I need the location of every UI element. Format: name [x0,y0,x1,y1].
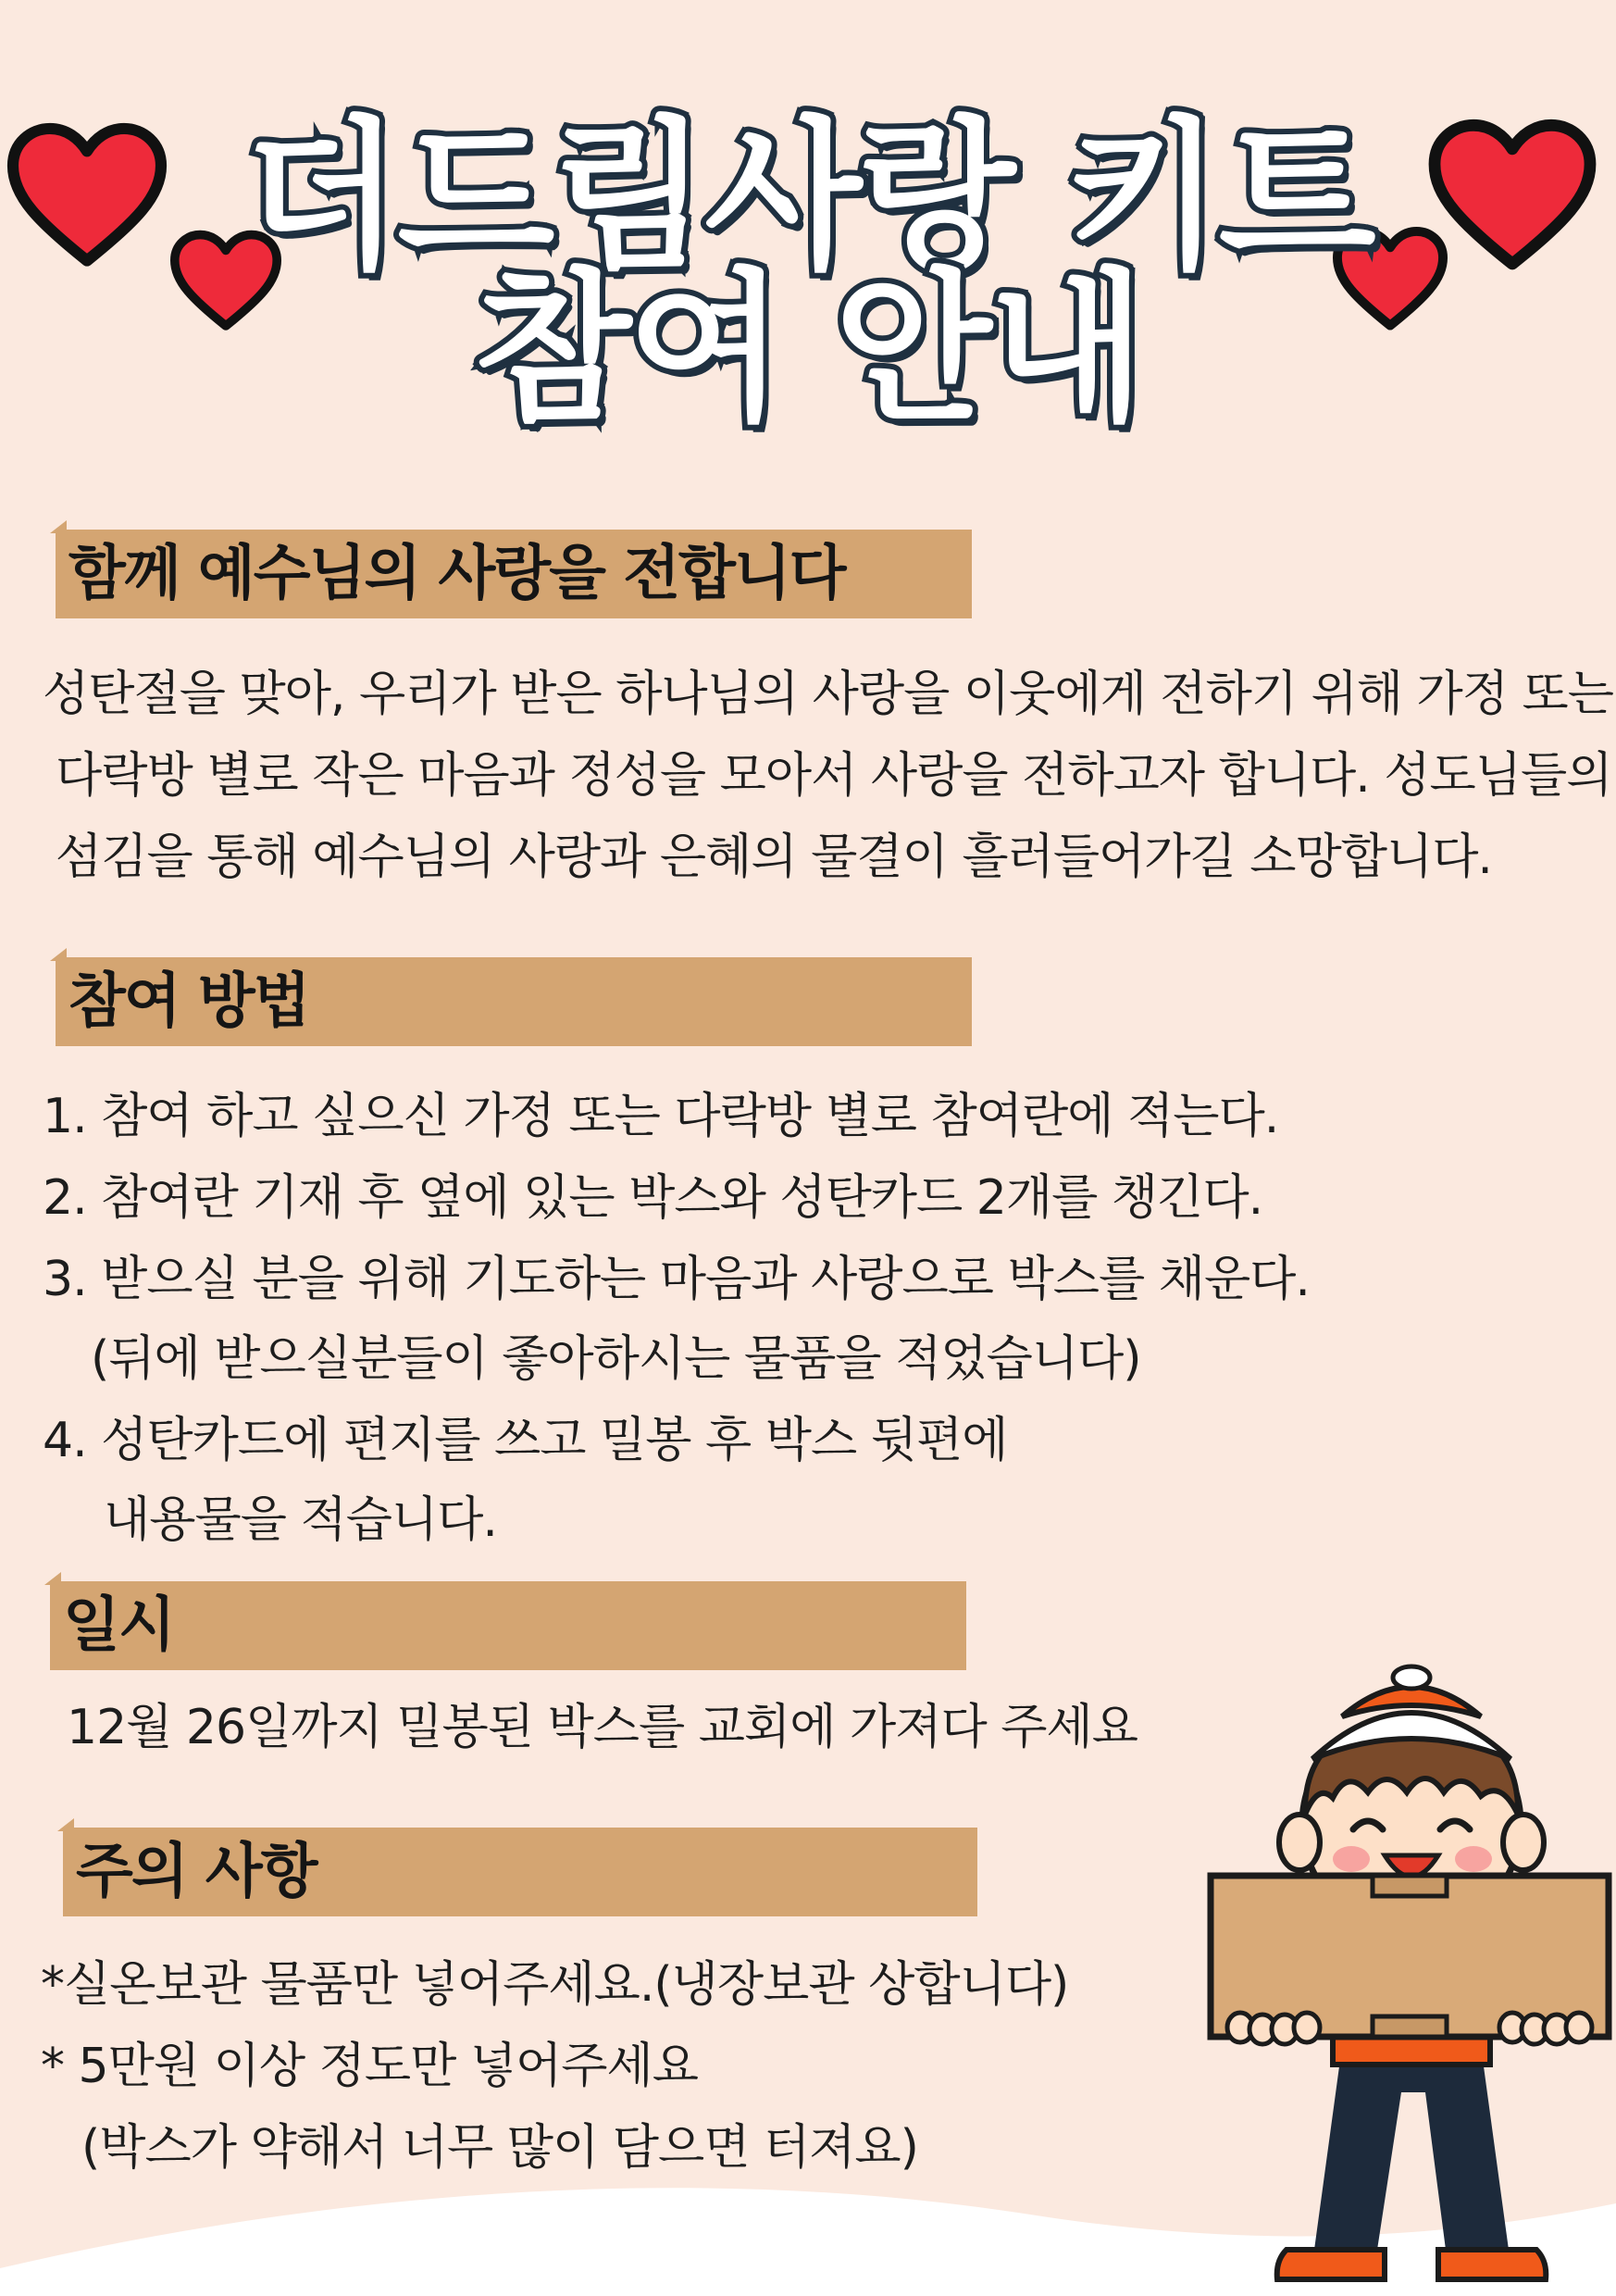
section-heading-caution: 주의 사항 [63,1828,977,1916]
method-step-3-note: (뒤에 받으실분들이 좋아하시는 물품을 적었습니다) [91,1331,1141,1387]
intro-line-1: 성탄절을 맞아, 우리가 받은 하나님의 사랑을 이웃에게 전하기 위해 가정 또는 [43,667,1614,722]
intro-line-2: 다락방 별로 작은 마음과 정성을 모아서 사랑을 전하고자 합니다. 성도님들의 [56,748,1612,804]
section-heading-method: 참여 방법 [56,957,972,1046]
intro-line-3: 섬김을 통해 예수님의 사랑과 은혜의 물결이 흘러들어가길 소망합니다. [56,830,1492,885]
delivery-boy-illustration [1203,1657,1616,2287]
method-step-2: 2. 참여란 기재 후 옆에 있는 박스와 성탄카드 2개를 챙긴다. [43,1170,1263,1226]
page-title-line-2: 참여 안내 [474,254,1142,443]
method-step-3: 3. 받으실 분을 위해 기도하는 마음과 사랑으로 박스를 채운다. [43,1252,1310,1307]
date-text: 12월 26일까지 밀봉된 박스를 교회에 가져다 주세요 [67,1700,1137,1755]
method-step-1: 1. 참여 하고 싶으신 가정 또는 다락방 별로 참여란에 적는다. [43,1089,1279,1144]
caution-line-2: * 5만원 이상 정도만 넣어주세요 [41,2039,698,2094]
section-heading-date: 일시 [50,1581,966,1670]
method-step-4: 4. 성탄카드에 편지를 쓰고 밀봉 후 박스 뒷편에 [43,1413,1008,1468]
section-heading-intro: 함께 예수님의 사랑을 전합니다 [56,530,972,618]
method-step-4-cont: 내용물을 적습니다. [104,1492,497,1548]
caution-line-3: (박스가 약해서 너무 많이 담으면 터져요) [81,2120,918,2176]
page-title-line-1: 더드림사랑 키트 [243,102,1373,292]
caution-line-1: *실온보관 물품만 넣어주세요.(냉장보관 상합니다) [41,1957,1069,2013]
